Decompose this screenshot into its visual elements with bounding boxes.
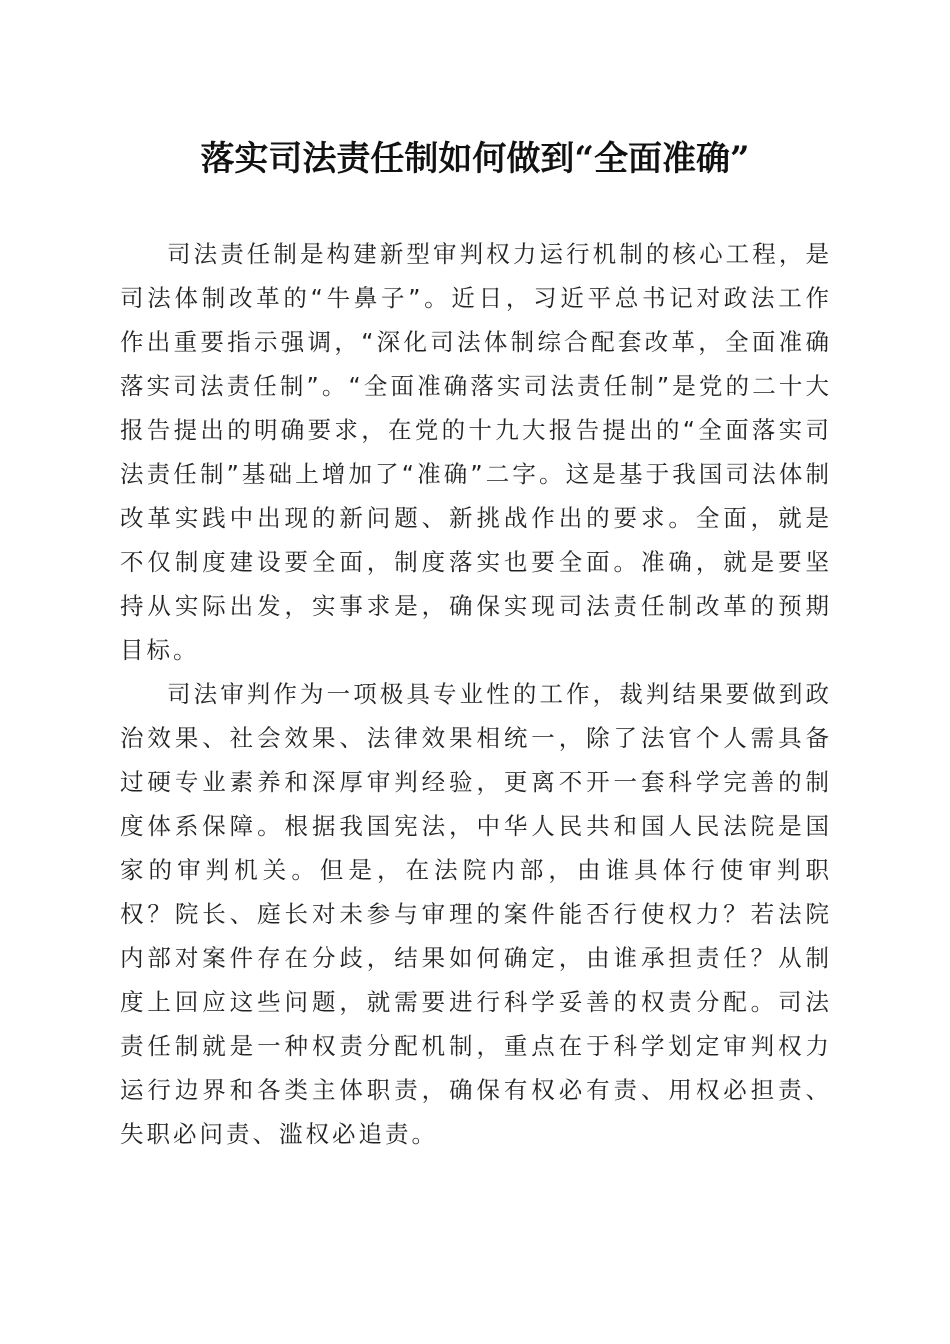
document-body (120, 232, 832, 1156)
paragraph-2: 司法审判作为一项极具专业性的工作，裁判结果要做到政治效果、社会效果、法律效果相统一，除了法官个人需具备过硬专业素养和深厚审判经验，更离不开一套科学完善的制度体系保障。根据我国宪法，中华人民共和国人民法院是国家的审判机关。但是，在法院内部，由谁具体行使审判职权？院长、庭长对未参与审理的案件能否行使权力？若法院内部对案件存在分歧，结果如何确定，由谁承担责任？从制度上回应这些问题，就需要进行科学妥善的权责分配。司法责任制就是一种权责分配机制，重点在于科学划定审判权力运行边界和各类主体职责，确保有权必有责、用权必担责、失职必问责、滥权必追责。 (120, 680, 832, 1148)
paragraph-1: 司法责任制是构建新型审判权力运行机制的核心工程，是司法体制改革的“牛鼻子”。近日，习近平总书记对政法工作作出重要指示强调，“深化司法体制综合配套改革，全面准确落实司法责任制”。“全面准确落实司法责任制”是党的二十大报告提出的明确要求，在党的十九大报告提出的“全面落实司法责任制”基础上增加了“准确”二字。这是基于我国司法体制改革实践中出现的新问题、新挑战作出的要求。全面，就是不仅制度建设要全面，制度落实也要全面。准确，就是要坚持从实际出发，实事求是，确保实现司法责任制改革的预期目标。 (120, 240, 832, 664)
document-title: 落实司法责任制如何做到“全面准确” (200, 139, 750, 179)
